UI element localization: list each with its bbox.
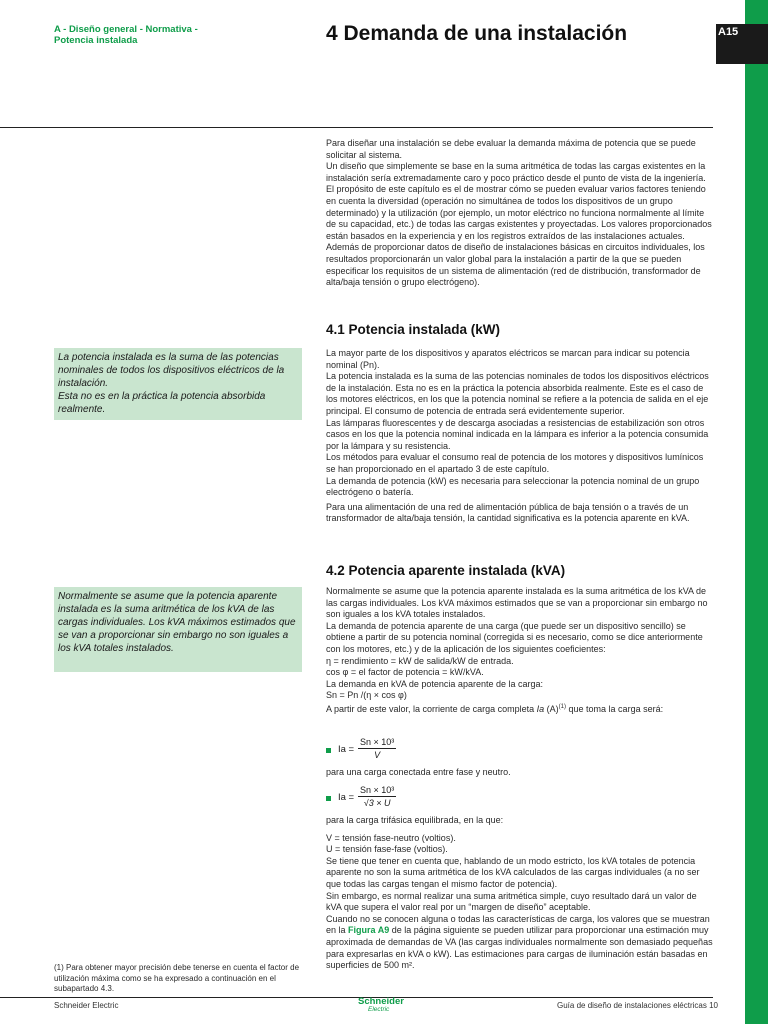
sidebar-note-4-1 <box>54 348 302 420</box>
footer-guide-title: Guía de diseño de instalaciones eléctricas 10 <box>557 1001 718 1010</box>
page-number: A15 <box>718 26 739 38</box>
note-4-1-paragraph-2: Esta no es en la práctica la potencia absorbida realmente. <box>58 391 266 415</box>
formula-2-fraction <box>358 785 396 808</box>
section-4-1-paragraph-6: Para una alimentación de una red de alimentación pública de baja tensión o a través de un transformador de alta/baja tensión, la cantidad significativa es la potencia aparente en kVA. <box>326 501 690 524</box>
bullet-square-icon <box>326 796 331 801</box>
section-4-1-paragraph-5: La demanda de potencia (kW) es necesaria para seleccionar la potencia nominal de un grupo electrógeno o batería. <box>326 475 700 498</box>
demand-line: La demanda en kVA de potencia aparente de la carga: <box>326 678 543 689</box>
section-4-1-heading: 4.1 Potencia instalada (kW) <box>326 322 501 337</box>
cos-phi-definition: cos φ = el factor de potencia = kW/kVA. <box>326 667 484 678</box>
note-4-1-paragraph-1: La potencia instalada es la suma de las potencias nominales de todos los dispositivos eléctricos de la instalación. <box>58 352 285 389</box>
formula-1-numerator: Sn × 10³ <box>360 737 395 747</box>
note-4-2-text: Normalmente se asume que la potencia aparente instalada es la suma aritmética de los kVA de las cargas individuales. Los kVA máximos estimados que se van a proporcionar sin embargo no son iguales a los kVA totales instalados. <box>58 591 296 654</box>
section-4-1-paragraph-2: La potencia instalada es la suma de las potencias nominales de todos los dispositivos eléctricos de la instalación. Esta no es en la práctica la potencia absorbida realmente. Este es el caso de los motores eléctricos, en los que la potencia nominal se refiere a la potencia de salida en el eje principal. El consumo de potencia de entrada será evidentemente superior. <box>326 371 709 416</box>
bullet-square-icon <box>326 748 331 753</box>
section-4-2-text-bottom <box>326 815 713 972</box>
v-definition: V = tensión fase-neutro (voltios). <box>326 832 456 843</box>
section-4-2-paragraph-2: La demanda de potencia aparente de una carga (que puede ser un dispositivo sencillo) se obtiene a partir de su potencia nominal (corregida si es necesario, como se dice anteriormente con los motores, etc.) y de la aplicación de los siguientes coeficientes: <box>326 620 703 654</box>
formula-1-caption: para una carga conectada entre fase y neutro. <box>326 767 511 777</box>
formula-2-lhs: Ia = <box>338 792 355 803</box>
chapter-title: 4 Demanda de una instalación <box>326 22 628 45</box>
section-4-2-paragraph-3: Se tiene que tener en cuenta que, hablando de un modo estricto, los kVA totales de potencia aparente no son la suma aritmética de los kVA calculados de las cargas individuales (a no ser que todas las cargas tengan el mismo factor de potencia). <box>326 855 700 889</box>
current-line: A partir de este valor, la corriente de carga completa Ia $(A)^{(1)}$ que toma la carga será: <box>326 703 664 714</box>
u-definition: U = tensión fase-fase (voltios). <box>326 844 448 855</box>
breadcrumb-line-2: Potencia instalada <box>54 35 138 46</box>
eta-definition: η = rendimiento = kW de salida/kW de entrada. <box>326 655 514 666</box>
section-4-1-paragraph-3: Las lámparas fluorescentes y de descarga asociadas a resistencias de estabilización son otros casos en los que la potencia nominal indicada en la lámpara es inferior a la potencia consumida por la lámpara y su resistencia. <box>326 417 709 451</box>
formula-2-caption: para la carga trifásica equilibrada, en la que: <box>326 815 504 825</box>
section-4-2-text-top <box>326 586 713 716</box>
section-4-1-paragraph-1: La mayor parte de los dispositivos y aparatos eléctricos se marcan para indicar su potencia nominal (Pn). <box>326 348 690 370</box>
section-4-2-paragraph-4: Sin embargo, es normal realizar una suma aritmética simple, cuyo resultado dará un valor de kVA que supera el valor real por un “margen de diseño” aceptable. <box>326 890 697 913</box>
formula-2-numerator: Sn × 10³ <box>360 785 395 795</box>
intro-text <box>326 138 713 289</box>
breadcrumb <box>54 24 274 46</box>
footnote: (1) Para obtener mayor precisión debe tenerse en cuenta el factor de utilización máxima como se ha expresado a continuación en el subapartado 4.3. <box>54 963 300 993</box>
breadcrumb-line-1: A - Diseño general - Normativa - <box>54 24 198 35</box>
formula-2-denominator: √3 × U <box>363 798 391 808</box>
logo-name: Schneider <box>358 996 404 1007</box>
footer-rule <box>0 997 713 998</box>
sn-formula: Sn = Pn /(η × cos φ) <box>326 690 407 701</box>
formula-1-lhs: Ia = <box>338 744 355 755</box>
formula-1-fraction <box>358 737 396 760</box>
intro-paragraph-2: Un diseño que simplemente se base en la suma aritmética de todas las cargas existentes en la instalación sería extremadamente caro y poco práctico desde el punto de vista de la ingeniería. <box>326 161 706 183</box>
page-number-tab <box>716 24 768 64</box>
header-rule <box>0 127 713 128</box>
logo-sub: Electric <box>368 1006 390 1013</box>
formula-1-denominator: V <box>374 750 381 760</box>
section-4-2-paragraph-1: Normalmente se asume que la potencia aparente instalada es la suma aritmética de los kVA de las cargas individuales. Los kVA máximos estimados que se van a proporcionar sin embargo no son iguales a los kVA totales instalados. <box>326 586 708 620</box>
section-4-2-heading: 4.2 Potencia aparente instalada (kVA) <box>326 563 566 578</box>
footer-publisher: Schneider Electric <box>54 1001 119 1010</box>
schneider-logo <box>358 996 410 1016</box>
section-4-2-paragraph-5: Cuando no se conocen alguna o todas las características de carga, los valores que se muestran en la Figura A9 de la página siguiente se pueden utilizar para proporcionar una estimación muy aproximada de demandas de VA (las cargas individuales normalmente son demasiado pequeñas para expresarlas en kVA o kW). Las estimaciones para cargas de iluminación están basadas en superficies de 500 m². <box>326 913 713 971</box>
section-4-1-text <box>326 348 713 525</box>
intro-paragraph-3: El propósito de este capítulo es el de mostrar cómo se pueden evaluar varios factores teniendo en cuenta la diversidad (operación no simultánea de todos los dispositivos de un grupo determinado) y la utilización (por ejemplo, un motor eléctrico no funciona normalmente al límite de su capacidad, etc.) de todas las cargas existentes y proyectadas. Los valores proporcionados están basados en la experiencia y en los registros extraídos de las instalaciones actuales. Además de proporcionar datos de diseño de instalaciones básicas en circuitos individuales, los resultados proporcionarán un valor global para la instalación a partir de la que se pueden especificar los requisitos de un sistema de alimentación (red de distribución, transformador de alta/baja tensión o grupo electrógeno). <box>326 184 712 288</box>
section-4-1-paragraph-4: Los métodos para evaluar el consumo real de potencia de los motores y dispositivos lumínicos se han proporcionado en el apartado 3 de este capítulo. <box>326 452 704 474</box>
side-accent-bar <box>745 0 768 1024</box>
sidebar-note-4-2 <box>54 587 302 672</box>
figure-a9-link[interactable]: Figura A9 <box>348 925 390 936</box>
intro-paragraph-1: Para diseñar una instalación se debe evaluar la demanda máxima de potencia que se puede solicitar al sistema. <box>326 138 696 160</box>
